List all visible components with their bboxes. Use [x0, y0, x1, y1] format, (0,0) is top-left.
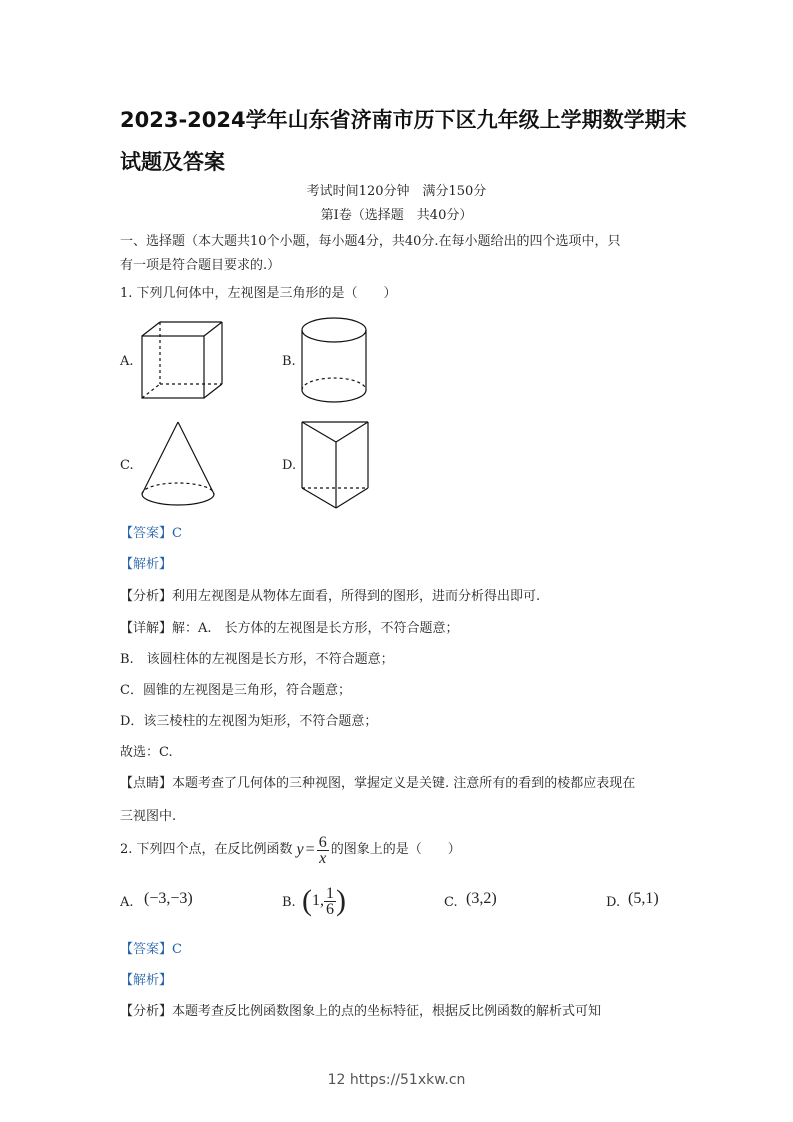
q1-detail-c: C．圆锥的左视图是三角形，符合题意； [120, 683, 351, 698]
q1-stem: 1. 下列几何体中，左视图是三角形的是（ ） [120, 286, 397, 301]
cylinder-figure [298, 314, 370, 408]
q2-option-a-value: (−3,−3) [144, 890, 193, 907]
exam-info: 考试时间120分钟 满分150分 [306, 184, 487, 199]
q2-stem-before: 2. 下列四个点，在反比例函数 [120, 842, 293, 857]
q1-option-b-label: B. [282, 354, 296, 369]
q1-conclusion: 故选：C. [120, 745, 173, 760]
q2-stem-after: 的图象上的是（ ） [330, 842, 461, 857]
q1-detail-d: D．该三棱柱的左视图为矩形，不符合题意； [120, 714, 378, 729]
q2-option-b-close-paren: ) [336, 884, 346, 917]
q2-option-d-label: D. [606, 895, 621, 910]
q2-func-denominator: x [319, 849, 327, 867]
q2-option-b-denominator: 6 [326, 900, 334, 918]
q1-analysis-heading: 【解析】 [120, 557, 173, 572]
q2-option-b-fraction [324, 886, 336, 917]
q2-option-a-label: A. [120, 895, 134, 910]
q1-comment-line2: 三视图中. [120, 809, 177, 824]
q2-func-eq: = [305, 841, 315, 858]
q2-option-b-numerator: 1 [326, 884, 334, 902]
q1-option-c-label: C. [120, 458, 134, 473]
q1-detail-a: 【详解】解：A. 长方体的左视图是长方形，不符合题意； [120, 621, 459, 636]
q2-answer: 【答案】C [120, 942, 182, 957]
q2-stem [120, 832, 461, 868]
q1-answer [120, 526, 182, 542]
q2-option-c-value: (3,2) [466, 890, 497, 907]
document-title-line1: 2023-2024学年山东省济南市历下区九年级上学期数学期末 [120, 108, 687, 132]
q1-comment-line1: 【点睛】本题考查了几何体的三种视图，掌握定义是关键. 注意所有的看到的棱都应表现在 [120, 776, 636, 791]
q2-analysis: 【分析】本题考查反比例函数图象上的点的坐标特征，根据反比例函数的解析式可知 [120, 1004, 602, 1019]
q2-option-b-label: B. [282, 895, 296, 910]
q2-option-b-open-paren: ( [302, 884, 312, 917]
cuboid-figure [138, 318, 228, 404]
instruction-line1: 一、选择题（本大题共10个小题，每小题4分，共40分.在每小题给出的四个选项中，只 [120, 234, 621, 249]
q2-option-d-value: (5,1) [628, 890, 659, 907]
q1-answer-text: 【答案】C [120, 526, 182, 541]
q1-option-d-label: D. [282, 458, 297, 473]
q2-func-fraction [317, 835, 329, 866]
triangular-prism-figure [298, 416, 374, 512]
q2-option-c-label: C. [444, 895, 458, 910]
instruction-line2: 有一项是符合题目要求的.） [120, 258, 281, 273]
q1-detail-b: B. 该圆柱体的左视图是长方形，不符合题意； [120, 652, 394, 667]
q1-analysis: 【分析】利用左视图是从物体左面看，所得到的图形，进而分析得出即可. [120, 589, 541, 604]
document-title-line2: 试题及答案 [120, 150, 225, 174]
q1-option-a-label: A. [120, 354, 134, 369]
page-footer: 12 https://51xkw.cn [327, 1072, 466, 1088]
q2-func-y: y [296, 841, 304, 858]
q2-option-b-value [302, 882, 346, 920]
cone-figure [138, 418, 218, 510]
q2-func-numerator: 6 [318, 833, 327, 851]
q2-analysis-heading: 【解析】 [120, 973, 173, 988]
section-title: 第Ⅰ卷（选择题 共40分） [320, 208, 473, 223]
q2-option-b-prefix: 1, [312, 892, 324, 909]
